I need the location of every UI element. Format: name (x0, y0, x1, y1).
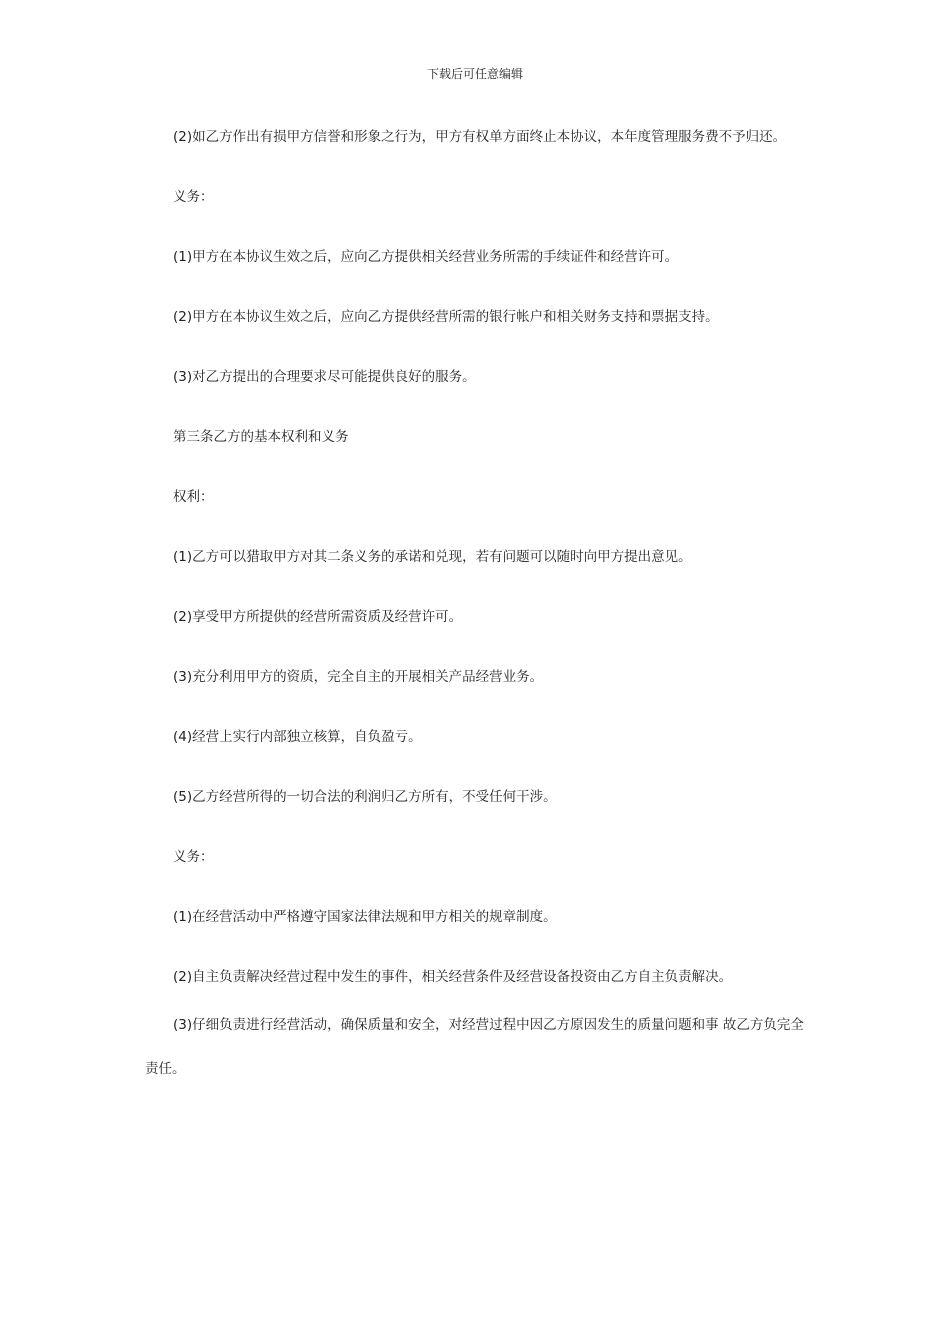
paragraph-11: (4)经营上实行内部独立核算，自负盈亏。 (173, 729, 422, 745)
paragraph-8: (1)乙方可以猎取甲方对其二条义务的承诺和兑现，若有问题可以随时向甲方提出意见。 (173, 549, 692, 565)
paragraph-15: (2)自主负责解决经营过程中发生的事件，相关经营条件及经营设备投资由乙方自主负责解决。 (173, 969, 733, 985)
paragraph-12: (5)乙方经营所得的一切合法的利润归乙方所有，不受任何干涉。 (173, 789, 557, 805)
paragraph-10: (3)充分利用甲方的资质，完全自主的开展相关产品经营业务。 (173, 669, 544, 685)
paragraph-3: (1)甲方在本协议生效之后，应向乙方提供相关经营业务所需的手续证件和经营许可。 (173, 249, 679, 265)
paragraph-16: (3)仔细负责进行经营活动，确保质量和安全，对经营过程中因乙方原因发生的质量问题和事 故乙方负完全责任。 (145, 1017, 804, 1077)
paragraph-1: (2)如乙方作出有损甲方信誉和形象之行为，甲方有权单方面终止本协议，本年度管理服务费不予归还。 (173, 129, 787, 145)
paragraph-14: (1)在经营活动中严格遵守国家法律法规和甲方相关的规章制度。 (173, 909, 557, 925)
section-heading-article-3: 第三条乙方的基本权利和义务 (173, 429, 349, 445)
page-header: 下载后可任意编辑 (426, 67, 523, 81)
document-body (145, 127, 805, 1091)
paragraph-2: 义务： (173, 189, 214, 205)
paragraph-5: (3)对乙方提出的合理要求尽可能提供良好的服务。 (173, 369, 476, 385)
paragraph-9: (2)享受甲方所提供的经营所需资质及经营许可。 (173, 609, 463, 625)
paragraph-4: (2)甲方在本协议生效之后，应向乙方提供经营所需的银行帐户和相关财务支持和票据支持。 (173, 309, 719, 325)
paragraph-rights: 权利： (173, 489, 214, 505)
paragraph-obligations: 义务： (173, 849, 214, 865)
